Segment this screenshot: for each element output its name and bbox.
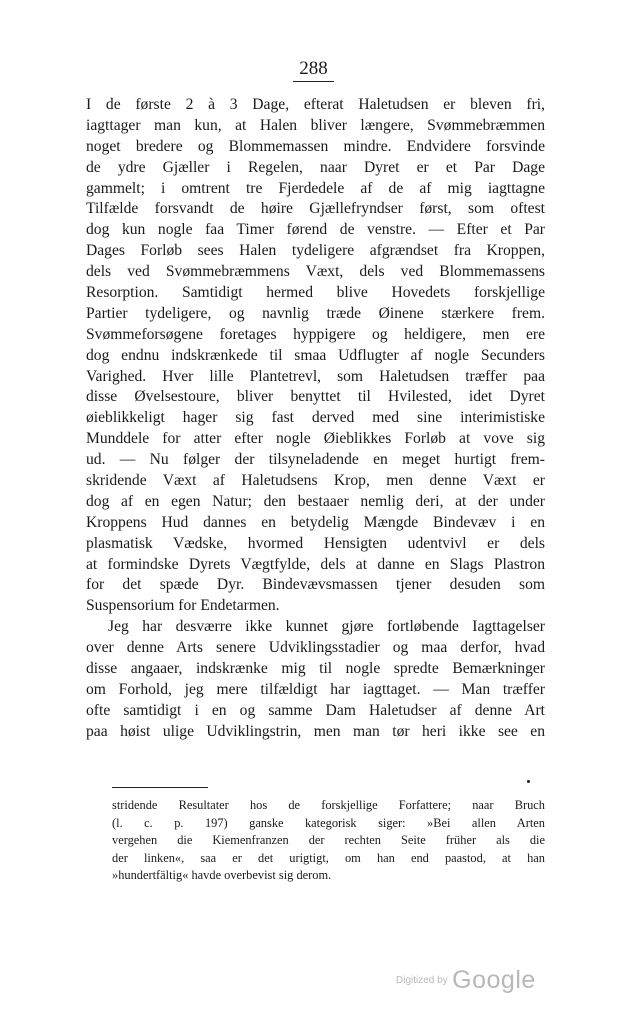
body-line: Svømmeforsøgene foretages hyppigere og heldigere, men ere: [86, 325, 545, 343]
body-line: dels ved Svømmebræmmens Væxt, dels ved Blommemassens: [86, 263, 545, 281]
footnote-line: (l. c. p. 197) ganske kategorisk siger: »Bei allen Arten: [112, 815, 545, 830]
body-line: Tilfælde forsvandt de høire Gjællefryndser først, som oftest: [86, 200, 545, 218]
body-line: Varighed. Hver lille Plantetrevl, som Haletudsen træffer paa: [86, 367, 545, 385]
body-line: for det spæde Dyr. Bindevævsmassen tjener desuden som: [86, 576, 545, 594]
body-text: [86, 95, 545, 743]
body-line: disse Øvelsestoure, bliver benyttet til Hvilested, idet Dyret: [86, 388, 545, 406]
body-line: plasmatisk Vædske, hvormed Hensigten udentvivl er dels: [86, 534, 545, 552]
body-line: dog af en egen Natur; den bestaaer nemlig deri, at der under: [86, 492, 545, 510]
body-line: paa høist ulige Udviklingstrin, men man tør heri ikke see en: [86, 722, 545, 740]
body-line: Munddele for atter efter nogle Øieblikkes Forløb at vove sig: [86, 430, 545, 448]
body-line: Kroppens Hud dannes en betydelig Mængde Bindevæv i en: [86, 513, 545, 531]
body-line-paragraph-start: Jeg har desværre ikke kunnet gjøre fortløbende Iagttagelser: [108, 618, 545, 636]
body-line: dog kun nogle faa Timer førend de venstre. — Efter et Par: [86, 221, 545, 239]
body-line: I de første 2 à 3 Dage, efterat Haletudsen er bleven fri,: [86, 96, 545, 113]
footnote-line: der linken«, saa er det urigtigt, om han end paastod, at han: [112, 850, 545, 865]
body-line: noget bredere og Blommemassen mindre. Endvidere forsvinde: [86, 137, 545, 155]
body-line: Dages Forløb sees Halen tydeligere afgrændset fra Kroppen,: [86, 242, 545, 260]
body-line: iagttager man kun, at Halen bliver længere, Svømmebræmmen: [86, 116, 545, 134]
page-number-text: 288: [293, 58, 334, 82]
body-line: over denne Arts senere Udviklingsstadier og maa derfor, hvad: [86, 639, 545, 657]
body-line: ofte samtidigt i en og samme Dam Haletudser af denne Art: [86, 701, 545, 719]
footnote-rule: [112, 787, 208, 788]
footnote-line: »hundertfältig« havde overbevist sig derom.: [112, 868, 332, 883]
footnote-line: vergehen die Kiemenfranzen der rechten Seite früher als die: [112, 833, 545, 848]
footnote: [112, 797, 545, 885]
body-line: disse angaaer, indskrænke mig til nogle spredte Bemærkninger: [86, 660, 545, 678]
footnote-marker-dot: [527, 780, 530, 783]
body-line: om Forhold, jeg mere tilfældigt har iagttaget. — Man træffer: [86, 680, 545, 698]
footnote-line: stridende Resultater hos de forskjellige Forfattere; naar Bruch: [112, 798, 545, 812]
watermark-google-logo: Google: [452, 966, 536, 994]
watermark-digitized-text: Digitized by: [396, 975, 448, 986]
body-line: ud. — Nu følger der tilsyneladende en meget hurtigt frem-: [86, 451, 545, 469]
page-number: [0, 58, 627, 82]
body-line: Partier tydeligere, og navnlig træde Øinene stærkere frem.: [86, 304, 545, 322]
body-line: Resorption. Samtidigt hermed blive Hovedets forskjellige: [86, 284, 545, 302]
digitized-by-google-watermark: [396, 966, 536, 995]
body-line: dog endnu indskrænkede til smaa Udflugter af nogle Secunders: [86, 346, 545, 364]
body-line: at formindske Dyrets Vægtfylde, dels at danne en Slags Plastron: [86, 555, 545, 573]
body-line: gammelt; i omtrent tre Fjerdedele af de af mig iagttagne: [86, 179, 545, 197]
body-line-paragraph-end: Suspensorium for Endetarmen.: [86, 597, 280, 615]
body-line: skridende Væxt af Haletudsens Krop, men denne Væxt er: [86, 472, 545, 490]
body-line: de ydre Gjæller i Regelen, naar Dyret er et Par Dage: [86, 158, 545, 176]
body-line: øieblikkeligt hager sig fast derved med sine interimistiske: [86, 409, 545, 427]
